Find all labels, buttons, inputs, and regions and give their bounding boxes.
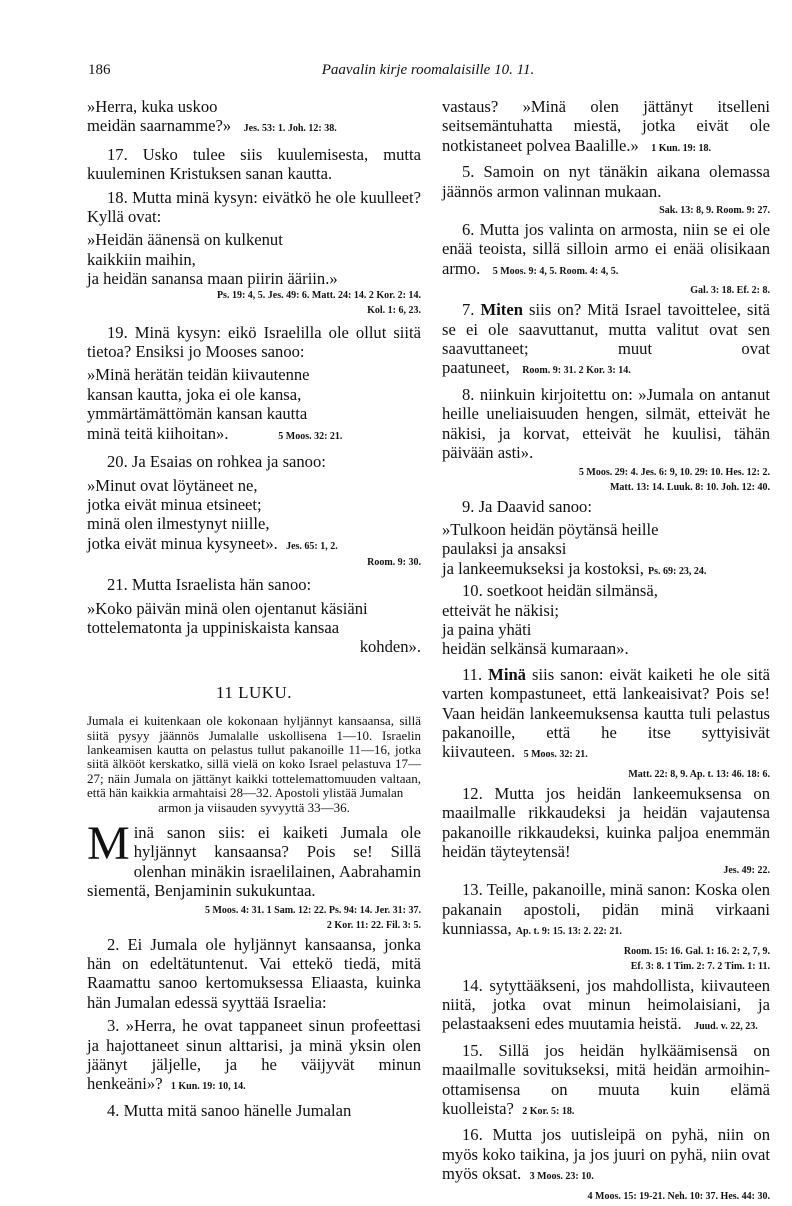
cross-reference: Ef. 3: 8. 1 Tim. 2: 7. 2 Tim. 1: 11. <box>630 960 770 972</box>
verse-number: 11. <box>462 664 483 684</box>
cross-reference: Ps. 19: 4, 5. Jes. 49: 6. Matt. 24: 14. 2 Kor. 2: 14. <box>216 289 421 301</box>
cross-reference: 2 Kor. 5: 18. <box>522 1106 575 1118</box>
cross-reference: 5 Moos. 29: 4. Jes. 6: 9, 10. 29: 10. Hes. 12: 2. <box>578 466 770 478</box>
cross-reference: Kol. 1: 6, 23. <box>367 304 421 316</box>
quote-line: minä olen ilmestynyt niille, <box>87 514 270 534</box>
quote-line-text: ja lankeemukseksi ja kostoksi, <box>442 558 644 578</box>
quote-line-text: minä teitä kiihoitan». <box>87 423 229 443</box>
quote-line <box>442 559 770 581</box>
verse-17: 17. Usko tulee siis kuulemisesta, mutta kuuleminen Kristuksen sanan kautta. <box>87 144 421 184</box>
verse-15 <box>442 1041 770 1122</box>
verse-4-text: vastaus? »Minä olen jättänyt itselleni seitsemäntuhatta miestä, jotka eivät ole notkistaneet polvea Baalille.» <box>442 97 770 155</box>
verse-3 <box>87 1016 421 1097</box>
quote-line <box>87 534 421 556</box>
cross-reference: 2 Kor. 11: 22. Fil. 3: 5. <box>326 919 421 931</box>
verse-15-text: 15. Sillä jos heidän hylkäämisensä on maailmalle sovitukseksi, mitä heidän armoihin-ottamisensa on muuta kuin elämä kuolleista? <box>442 1040 770 1119</box>
cross-reference: Sak. 13: 8, 9. Room. 9: 27. <box>659 205 770 217</box>
quote-psalm-19 <box>87 230 421 316</box>
quote-psalm-69 <box>442 520 770 659</box>
quote-line <box>87 116 421 138</box>
verse-6 <box>442 220 770 281</box>
verse-1 <box>87 817 421 932</box>
quote-line-text: jotka eivät minua kysyneet». <box>87 533 278 553</box>
quote-line-text: meidän saarnamme?» <box>87 116 232 136</box>
page-number: 186 <box>88 62 111 78</box>
verse-16-text: 16. Mutta jos uutisleipä on pyhä, niin on myös koko taikina, ja jos juuri on pyhä, niin ovat myös oksat. <box>442 1125 770 1184</box>
cross-reference: Room. 9: 31. 2 Kor. 3: 14. <box>522 365 631 377</box>
quote-line: kansan kautta, joka ei ole kansa, <box>87 384 302 404</box>
verse-lead-word: Minä <box>488 664 526 684</box>
verse-11 <box>442 665 770 765</box>
quote-deuteronomy-32 <box>87 365 421 446</box>
cross-reference: Gal. 3: 18. Ef. 2: 8. <box>690 285 770 297</box>
cross-reference: 5 Moos. 4: 31. 1 Sam. 12: 22. Ps. 94: 14. Jer. 31: 37. <box>204 904 421 916</box>
verse-21: 21. Mutta Israelista hän sanoo: <box>107 575 312 595</box>
quote-line: »Minut ovat löytäneet ne, <box>87 475 258 495</box>
cross-reference: Ap. t. 9: 15. 13: 2. 22: 21. <box>515 926 622 938</box>
quote-line: »Minä herätän teidän kiivautenne <box>87 365 310 385</box>
quote-line: jotka eivät minua etsineet; <box>87 494 262 514</box>
verse-1-text: inä sanon siis: ei kaiketi Jumala ole hyljännyt kansaansa? Pois se! Sillä olenhan minäkin israelilainen, Aabrahamin siementä, Benjaminin sukukuntaa. <box>87 823 421 901</box>
cross-reference: 5 Moos. 9: 4, 5. Room. 4: 4, 5. <box>492 265 619 277</box>
verse-3-text: 3. »Herra, he ovat tappaneet sinun profeettasi ja hajottaneet sinun alttarisi, ja minä yksin olen jäänyt jäljelle, ja he väijyvät minun henkeäni»? <box>87 1016 421 1094</box>
quote-line: ja paina yhäti <box>442 619 532 639</box>
cross-reference: 5 Moos. 32: 21. <box>278 430 343 442</box>
left-column <box>87 97 421 1124</box>
cross-reference: Jes. 49: 22. <box>723 865 770 877</box>
verse-6-text: 6. Mutta jos valinta on armosta, niin se ei ole enää teoista, sillä silloin armo ei enää olisikaan armo. <box>442 220 770 278</box>
quote-line: kaikkiin maihin, <box>87 249 196 269</box>
quote-line: tottelematonta ja uppiniskaista kansaa <box>87 617 340 637</box>
cross-reference: Matt. 13: 14. Luuk. 8: 10. Joh. 12: 40. <box>609 481 770 493</box>
quote-line: »Herra, kuka uskoo <box>87 97 218 116</box>
quote-isaiah-53 <box>87 97 421 139</box>
cross-reference: Room. 15: 16. Gal. 1: 16. 2: 2, 7, 9. <box>623 945 770 957</box>
quote-line: ymmärtämättömän kansan kautta <box>87 404 308 424</box>
quote-line: ja heidän sanansa maan piirin ääriin.» <box>87 269 338 289</box>
quote-isaiah-65-2 <box>87 599 421 657</box>
cross-reference: 1 Kun. 19: 18. <box>651 142 711 154</box>
verse-4-continued <box>442 97 770 158</box>
quote-line: kohden». <box>359 637 421 657</box>
quote-line: 10. soetkoot heidän silmänsä, <box>462 581 658 601</box>
verse-20: 20. Ja Esaias on rohkea ja sanoo: <box>107 452 326 472</box>
verse-8: 8. niinkuin kirjoitettu on: »Jumala on antanut heille uneliaisuuden hengen, silmät, etteivät he näkisi, ja korvat, etteivät he kuulisi, tähän päivään asti». <box>442 384 770 463</box>
right-column <box>442 97 770 1206</box>
verse-7 <box>442 300 770 381</box>
summary-text-last: armon ja viisauden syvyyttä 33—36. <box>158 799 350 815</box>
cross-reference: 5 Moos. 32: 21. <box>523 749 588 761</box>
chapter-heading: 11 LUKU. <box>215 682 293 702</box>
cross-reference: 1 Kun. 19: 10, 14. <box>170 1081 246 1093</box>
verse-12: 12. Mutta jos heidän lankeemuksensa on maailmalle rikkaudeksi ja heidän vajautensa pakanoille rikkaudeksi, kuinka paljoa enemmän heidän täyteytensä! <box>442 783 770 861</box>
verse-14-text: 14. sytyttääkseni, jos mahdollista, kiivauteen niitä, jotka ovat minun heimolaisiani, ja pelastaakseni edes muutamia heistä. <box>442 975 770 1034</box>
page-header <box>88 62 768 84</box>
cross-reference: Matt. 22: 8, 9. Ap. t. 13: 46. 18: 6. <box>628 768 770 780</box>
verse-7-text: siis on? Mitä Israel tavoittelee, sitä se ei ole saavuttanut, mutta valitut ovat sen saavuttaneet; muut ovat paatuneet, <box>442 300 770 378</box>
cross-reference: 4 Moos. 15: 19-21. Neh. 10: 37. Hes. 44: 30. <box>587 1190 770 1202</box>
cross-reference: Jes. 65: 1, 2. <box>286 540 338 552</box>
summary-text: Jumala ei kuitenkaan ole kokonaan hyljännyt kansaansa, sillä siitä pysyy jäännös Jumalalle uskollisena 1—10. Israelin lankeamisen kautta on pelastus tullut pakanoille 11—16, jotka siitä älkööt kerskatko, sillä vielä on koko Israel pelastuva 17—27; näin Jumala on jättänyt kaikki tottelemattomuuden valtaan, että hän kaikkia armahtaisi 28—32. Apostoli ylistää Jumalan <box>87 713 421 801</box>
quote-line: »Tulkoon heidän pöytänsä heille <box>442 519 659 539</box>
verse-16 <box>442 1125 770 1186</box>
cross-reference: Jes. 53: 1. Joh. 12: 38. <box>243 123 337 135</box>
verse-13-text: 13. Teille, pakanoille, minä sanon: Koska olen pakanain apostoli, pidän minä virkaani kunniassa, <box>442 880 770 939</box>
verse-14 <box>442 976 770 1037</box>
verse-9: 9. Ja Daavid sanoo: <box>462 496 592 516</box>
verse-2: 2. Ei Jumala ole hyljännyt kansaansa, jonka hän on edeltätuntenut. Vai ettekö tiedä, mitä Raamattu sanoo kertomuksessa Eliaasta, kuinka hän Jumalan edessä syyttää Israelia: <box>87 934 421 1012</box>
drop-cap: M <box>87 817 130 870</box>
quote-line: »Heidän äänensä on kulkenut <box>87 230 283 250</box>
cross-reference: Juud. v. 22, 23. <box>694 1021 758 1033</box>
verse-5: 5. Samoin on nyt tänäkin aikana olemassa jäännös armon valinnan mukaan. <box>442 162 770 201</box>
running-title: Paavalin kirje roomalaisille 10. 11. <box>321 62 535 78</box>
verse-number: 7. <box>462 300 475 320</box>
quote-line: etteivät he näkisi; <box>442 600 560 620</box>
cross-reference: Room. 9: 30. <box>367 557 421 569</box>
verse-18: 18. Mutta minä kysyn: eivätkö he ole kuulleet? Kyllä ovat: <box>87 187 421 227</box>
verse-19: 19. Minä kysyn: eikö Israelilla ole ollut siitä tietoa? Ensiksi jo Mooses sanoo: <box>87 322 421 362</box>
quote-line <box>87 424 421 446</box>
verse-11-text: siis sanon: eivät kaiketi he ole sitä varten kompastuneet, että lankeaisivat? Pois se! Vaan heidän lankeemuksensa kautta tuli pelastus pakanoille, että he itse syttyisivät kiivauteen. <box>442 664 770 762</box>
cross-reference: Ps. 69: 23, 24. <box>648 565 707 577</box>
verse-4: 4. Mutta mitä sanoo hänelle Jumalan <box>107 1100 352 1120</box>
quote-isaiah-65 <box>87 476 421 570</box>
quote-line: »Koko päivän minä olen ojentanut käsiäni <box>87 598 368 618</box>
chapter-summary <box>87 714 421 815</box>
cross-reference: 3 Moos. 23: 10. <box>529 1171 594 1183</box>
verse-13 <box>442 880 770 941</box>
quote-line: heidän selkänsä kumaraan». <box>442 639 629 659</box>
verse-lead-word: Miten <box>480 300 523 320</box>
quote-line: paulaksi ja ansaksi <box>442 539 567 559</box>
